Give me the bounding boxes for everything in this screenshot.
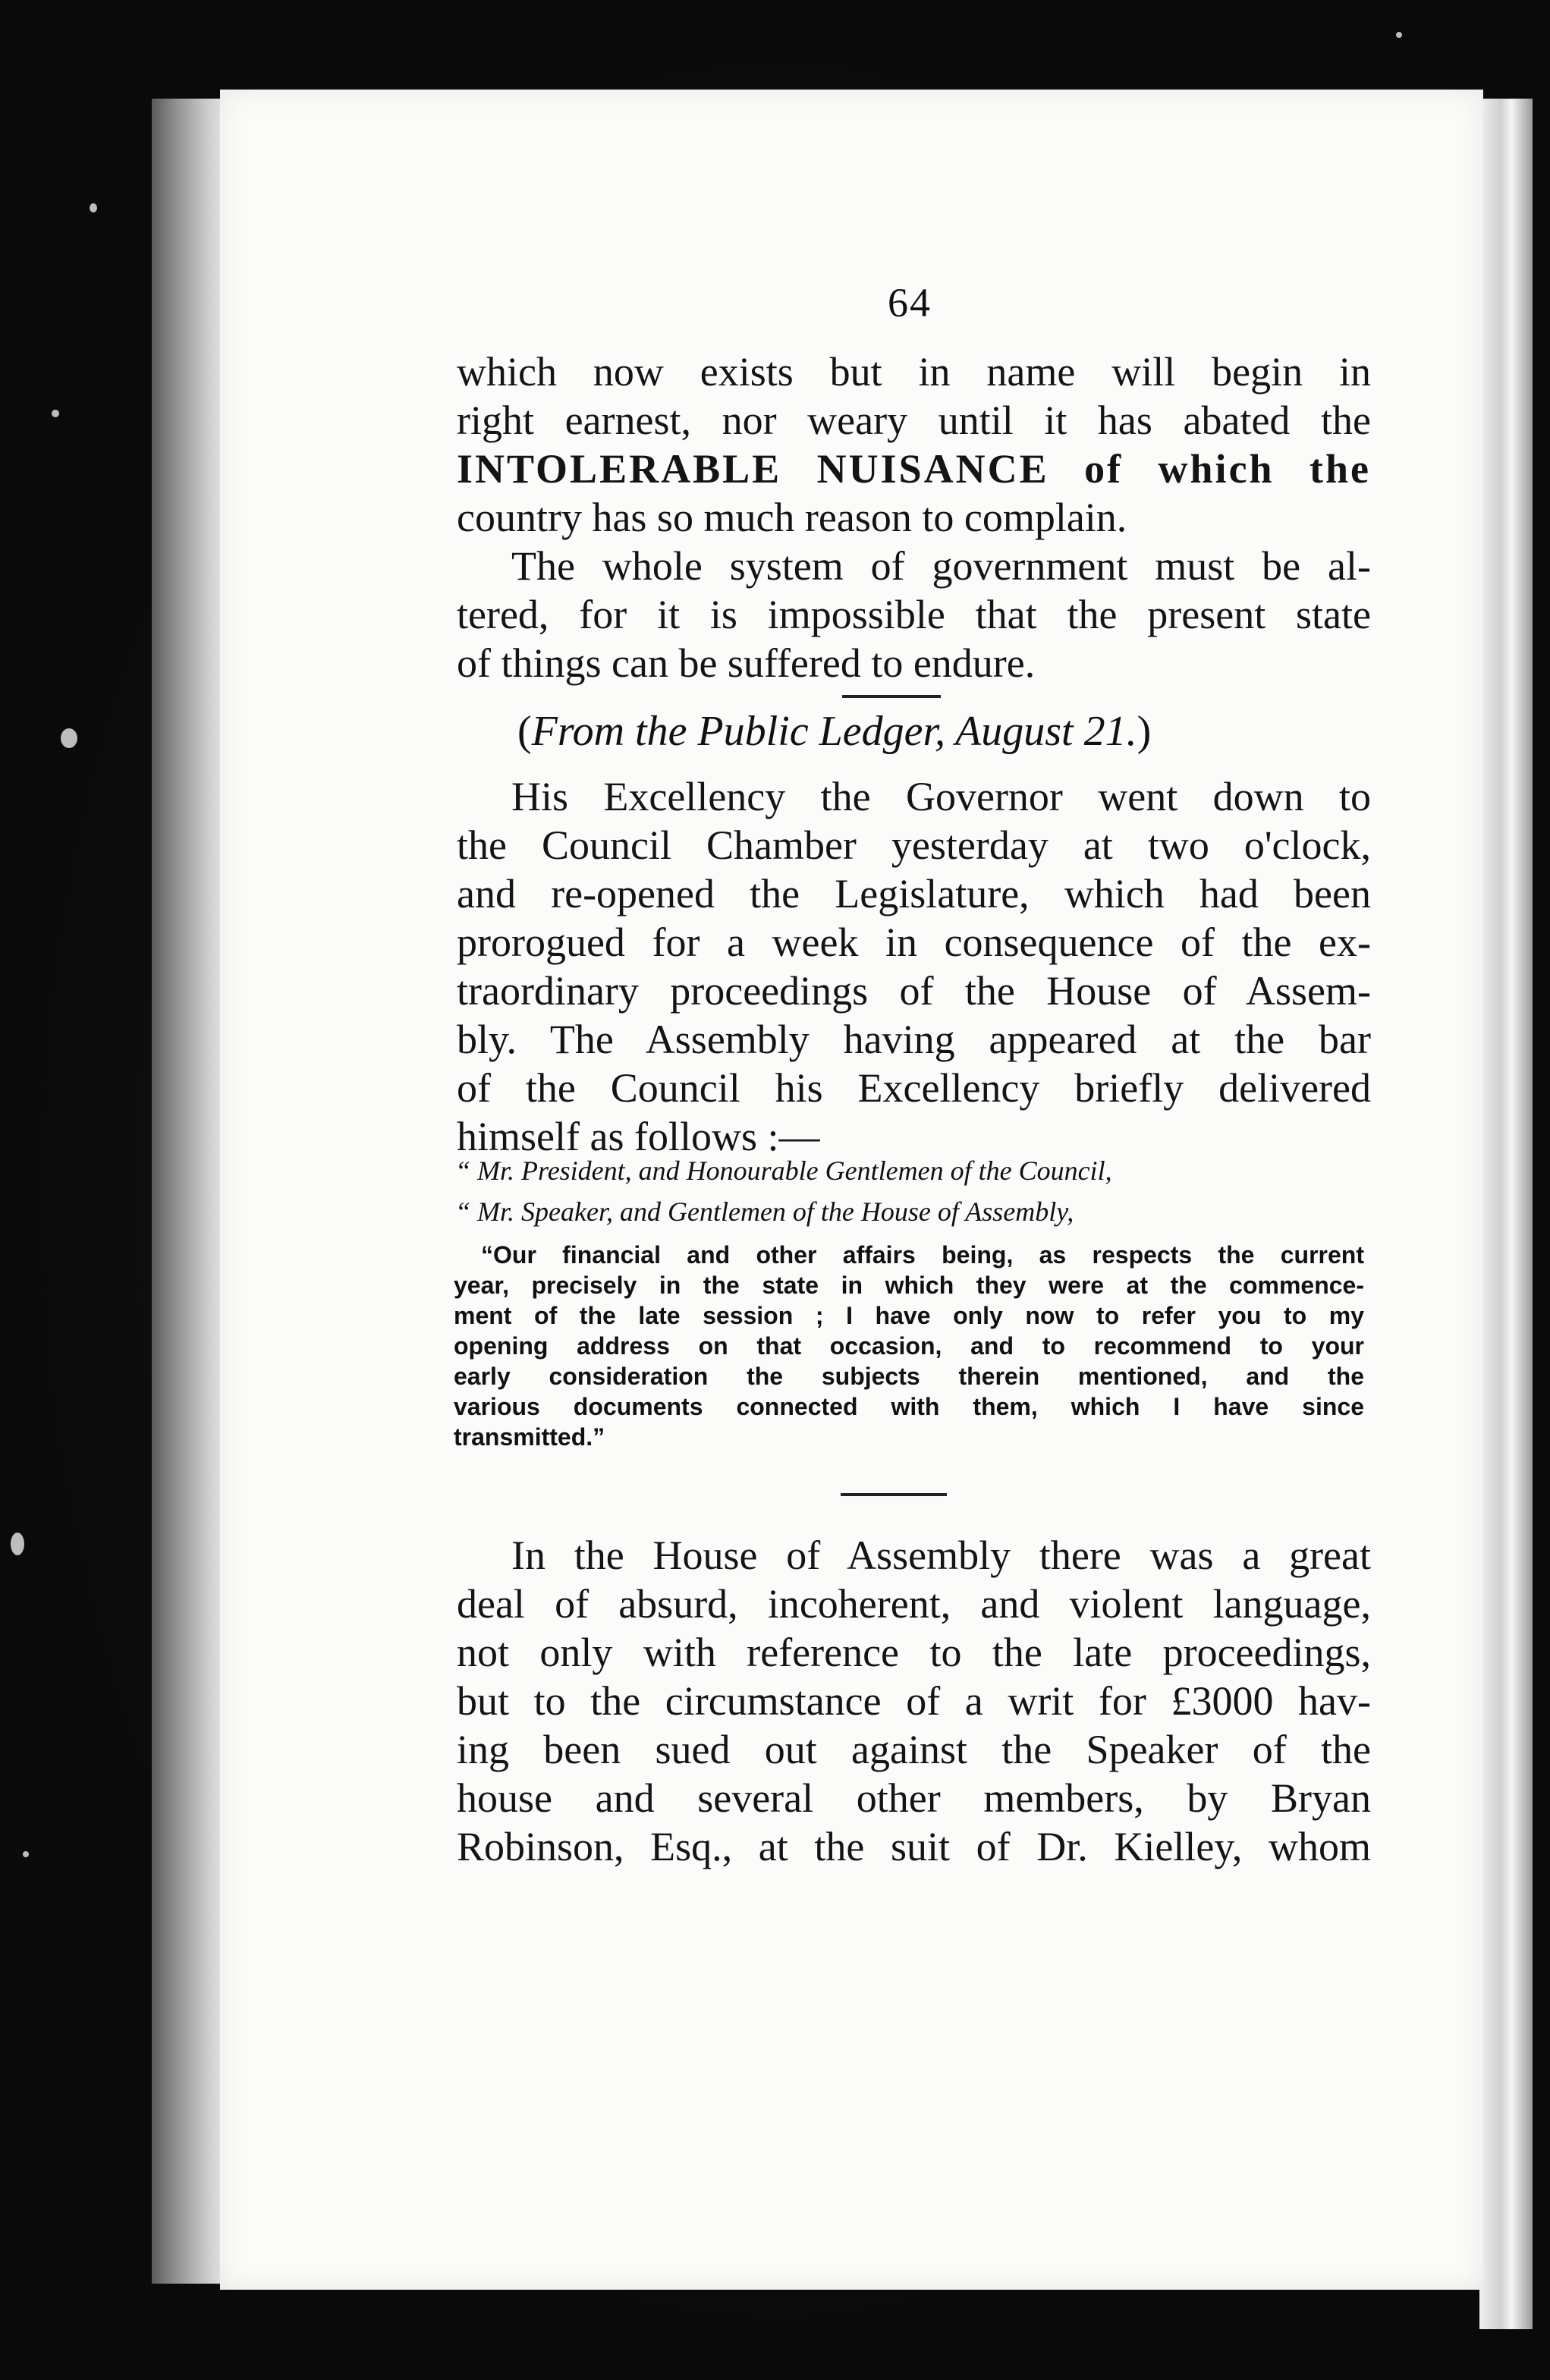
section-divider <box>841 1493 947 1496</box>
source-citation <box>517 707 1151 756</box>
text-line: Robinson, Esq., at the suit of Dr. Kielley, whom <box>457 1824 1371 1869</box>
text-line: ing been sued out against the Speaker of the <box>457 1727 1371 1772</box>
page-number: 64 <box>888 280 932 325</box>
text-line: which now exists but in name will begin in <box>457 349 1371 395</box>
paragraph-continuation <box>457 347 1371 542</box>
text-line: country has so much reason to complain. <box>457 495 1127 540</box>
page-edges <box>1479 99 1533 2329</box>
text-line: himself as follows :— <box>457 1114 820 1159</box>
text-line-emphasis: INTOLERABLE NUISANCE of which the <box>457 446 1371 492</box>
text-line: the Council Chamber yesterday at two o'clock, <box>457 822 1371 868</box>
text-line: traordinary proceedings of the House of Assem- <box>457 968 1371 1014</box>
close-paren: ) <box>1137 708 1152 755</box>
dust-speck <box>11 1533 24 1555</box>
dust-speck <box>90 203 97 212</box>
text-line: house and several other members, by Bryan <box>457 1775 1371 1821</box>
text-line: deal of absurd, incoherent, and violent language, <box>457 1581 1371 1627</box>
quote-line: transmitted.” <box>454 1423 605 1451</box>
text-line: right earnest, nor weary until it has abated the <box>457 398 1371 443</box>
text-line: prorogued for a week in consequence of the ex- <box>457 920 1371 965</box>
text-line: The whole system of government must be al- <box>511 543 1371 589</box>
quote-line: “Our financial and other affairs being, as respects the current <box>481 1241 1364 1269</box>
paragraph-assembly <box>457 1531 1371 1871</box>
dust-speck <box>1396 32 1402 38</box>
open-paren: ( <box>517 708 532 755</box>
text-line: His Excellency the Governor went down to <box>511 774 1371 819</box>
quote-line: year, precisely in the state in which they were at the commence- <box>454 1272 1364 1299</box>
paragraph-governor <box>457 772 1371 1161</box>
book-spine <box>152 99 228 2284</box>
text-line: bly. The Assembly having appeared at the bar <box>457 1017 1371 1062</box>
dust-speck <box>23 1851 29 1857</box>
text-line: tered, for it is impossible that the present state <box>457 592 1371 637</box>
quote-line: opening address on that occasion, and to recommend to your <box>454 1332 1364 1360</box>
section-divider <box>842 695 941 698</box>
salutation-assembly: “ Mr. Speaker, and Gentlemen of the House of Assembly, <box>455 1196 1074 1227</box>
text-line: In the House of Assembly there was a great <box>511 1533 1371 1578</box>
dust-speck <box>52 410 59 417</box>
quote-line: ment of the late session ; I have only now to refer you to my <box>454 1302 1364 1329</box>
text-line: of the Council his Excellency briefly delivered <box>457 1065 1371 1111</box>
paragraph-government <box>457 542 1371 687</box>
text-line: of things can be suffered to endure. <box>457 640 1036 686</box>
text-line: but to the circumstance of a writ for £3000 hav- <box>457 1678 1371 1724</box>
quote-line: early consideration the subjects therein mentioned, and the <box>454 1363 1364 1390</box>
quote-line: various documents connected with them, which I have since <box>454 1393 1364 1420</box>
governor-address-quote <box>454 1240 1364 1452</box>
dust-speck <box>61 728 77 748</box>
text-line: not only with reference to the late proceedings, <box>457 1630 1371 1675</box>
source-text: From the Public Ledger, August 21. <box>531 708 1137 755</box>
text-line: and re-opened the Legislature, which had been <box>457 871 1371 916</box>
salutation-council: “ Mr. President, and Honourable Gentlemen of the Council, <box>455 1155 1112 1186</box>
